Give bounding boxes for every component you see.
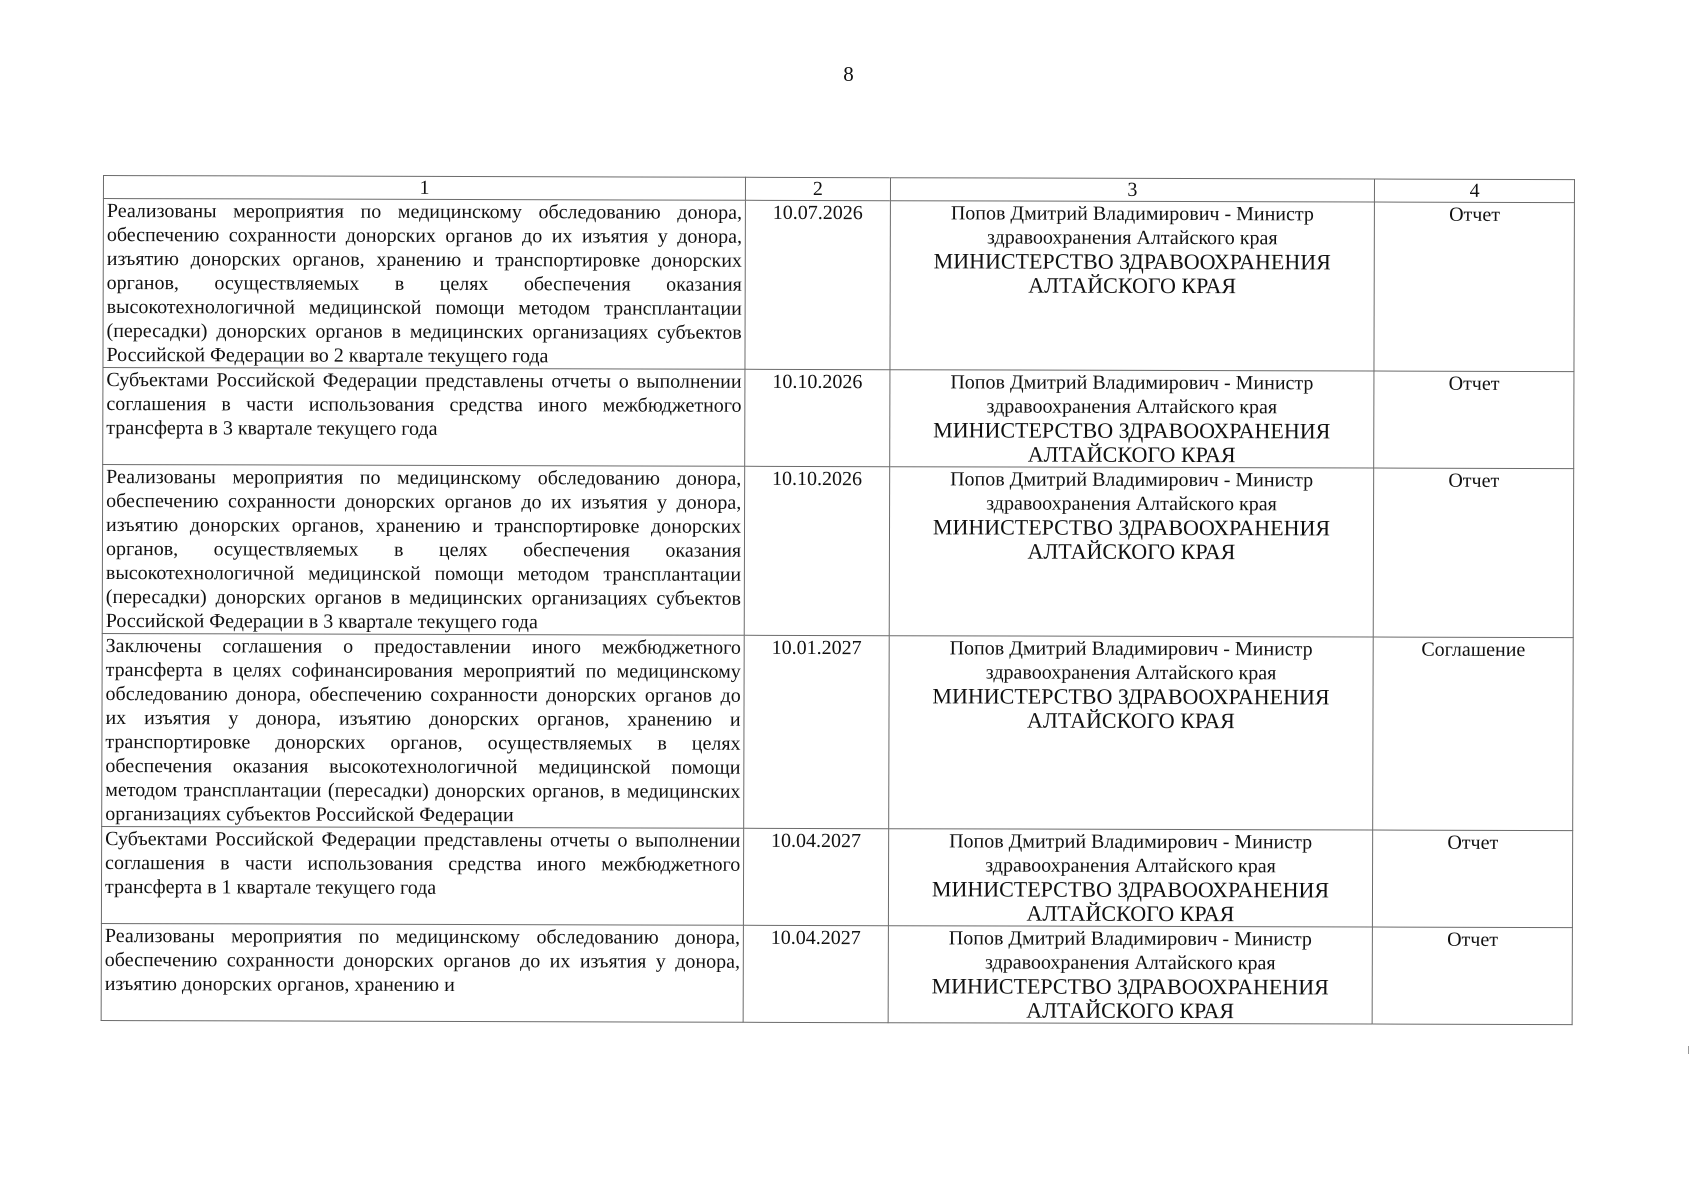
table-row: [102, 633, 1574, 830]
events-table: [101, 175, 1575, 1025]
table-row: [102, 465, 1573, 638]
responsible-cell: [888, 636, 1373, 830]
event-description: Реализованы мероприятия по медицинскому обследованию донора, обеспечению сохранности донорских органов до их изъятия у донора, изъятию донорских органов, хранению и транспортировке донорских органов, осуществляемых в целях обеспечения оказания высокотехнологичной медицинской помощи методом трансплантации (пересадки) донорских органов в медицинских организациях субъектов Российской Федерации в 3 квартале текущего года: [102, 465, 745, 636]
document-type: Отчет: [1374, 371, 1574, 469]
responsible-person: Попов Дмитрий Владимирович - Министр здравоохранения Алтайского края: [949, 637, 1313, 685]
event-date: 10.04.2027: [743, 925, 888, 1022]
document-type: Соглашение: [1373, 637, 1573, 831]
event-date: 10.01.2027: [744, 635, 889, 828]
responsible-cell: [888, 829, 1373, 927]
event-date: 10.07.2026: [745, 200, 890, 369]
scan-margin-mark: [1688, 1046, 1689, 1054]
event-description: Заключены соглашения о предоставлении иного межбюджетного трансферта в целях софинансирования мероприятий по медицинскому обследованию донора, обеспечению сохранности донорских органов до их изъятия у донора, изъятию донорских органов, хранению и транспортировке донорских органов, осуществляемых в целях обеспечения оказания высокотехнологичной медицинской помощи методом трансплантации (пересадки) донорских органов, в медицинских организациях субъектов Российской Федерации: [102, 633, 745, 828]
column-header-1: 1: [103, 176, 745, 201]
document-type: Отчет: [1374, 202, 1574, 372]
event-date: 10.10.2026: [745, 369, 890, 466]
responsible-ministry: МИНИСТЕРСТВО ЗДРАВООХРАНЕНИЯ АЛТАЙСКОГО КРАЯ: [931, 973, 1329, 1024]
document-type: Отчет: [1372, 927, 1572, 1025]
responsible-ministry: МИНИСТЕРСТВО ЗДРАВООХРАНЕНИЯ АЛТАЙСКОГО КРАЯ: [933, 417, 1331, 468]
responsible-person: Попов Дмитрий Владимирович - Министр здравоохранения Алтайского края: [948, 927, 1312, 975]
responsible-cell: [890, 201, 1375, 371]
document-type: Отчет: [1374, 468, 1574, 638]
event-date: 10.10.2026: [744, 466, 889, 635]
event-description: Субъектами Российской Федерации представлены отчеты о выполнении соглашения в части использования средства иного межбюджетного трансферта в 1 квартале текущего года: [101, 826, 743, 925]
event-description: Реализованы мероприятия по медицинскому обследованию донора, обеспечению сохранности донорских органов до их изъятия у донора, изъятию донорских органов, хранению и транспортировке донорских органов, осуществляемых в целях обеспечения оказания высокотехнологичной медицинской помощи методом трансплантации (пересадки) донорских органов в медицинских организациях субъектов Российской Федерации во 2 квартале текущего года: [103, 199, 746, 370]
table-row: [101, 826, 1572, 927]
responsible-ministry: МИНИСТЕРСТВО ЗДРАВООХРАНЕНИЯ АЛТАЙСКОГО КРАЯ: [933, 248, 1331, 299]
responsible-cell: [888, 926, 1373, 1024]
event-description: Субъектами Российской Федерации представлены отчеты о выполнении соглашения в части использования средства иного межбюджетного трансферта в 3 квартале текущего года: [103, 368, 745, 467]
column-header-3: 3: [890, 178, 1375, 202]
responsible-ministry: МИНИСТЕРСТВО ЗДРАВООХРАНЕНИЯ АЛТАЙСКОГО КРАЯ: [932, 683, 1330, 734]
event-date: 10.04.2027: [744, 828, 889, 925]
table-row: [103, 368, 1574, 469]
column-header-2: 2: [746, 177, 891, 200]
column-header-4: 4: [1375, 179, 1575, 203]
responsible-ministry: МИНИСТЕРСТВО ЗДРАВООХРАНЕНИЯ АЛТАЙСКОГО КРАЯ: [931, 876, 1330, 927]
responsible-ministry: МИНИСТЕРСТВО ЗДРАВООХРАНЕНИЯ АЛТАЙСКОГО КРАЯ: [932, 514, 1331, 565]
responsible-cell: [889, 370, 1374, 468]
responsible-cell: [889, 467, 1374, 637]
table-row: [103, 199, 1574, 372]
responsible-person: Попов Дмитрий Владимирович - Министр здравоохранения Алтайского края: [949, 830, 1313, 878]
responsible-person: Попов Дмитрий Владимирович - Министр здравоохранения Алтайского края: [950, 371, 1314, 419]
event-description: Реализованы мероприятия по медицинскому обследованию донора, обеспечению сохранности донорских органов до их изъятия у донора, изъятию донорских органов, хранению и: [101, 923, 743, 1022]
responsible-person: Попов Дмитрий Владимирович - Министр здравоохранения Алтайского края: [950, 468, 1314, 516]
responsible-person: Попов Дмитрий Владимирович - Министр здравоохранения Алтайского края: [950, 202, 1314, 250]
page-number: 8: [843, 62, 854, 86]
document-type: Отчет: [1373, 830, 1573, 928]
table-row: [101, 923, 1572, 1024]
